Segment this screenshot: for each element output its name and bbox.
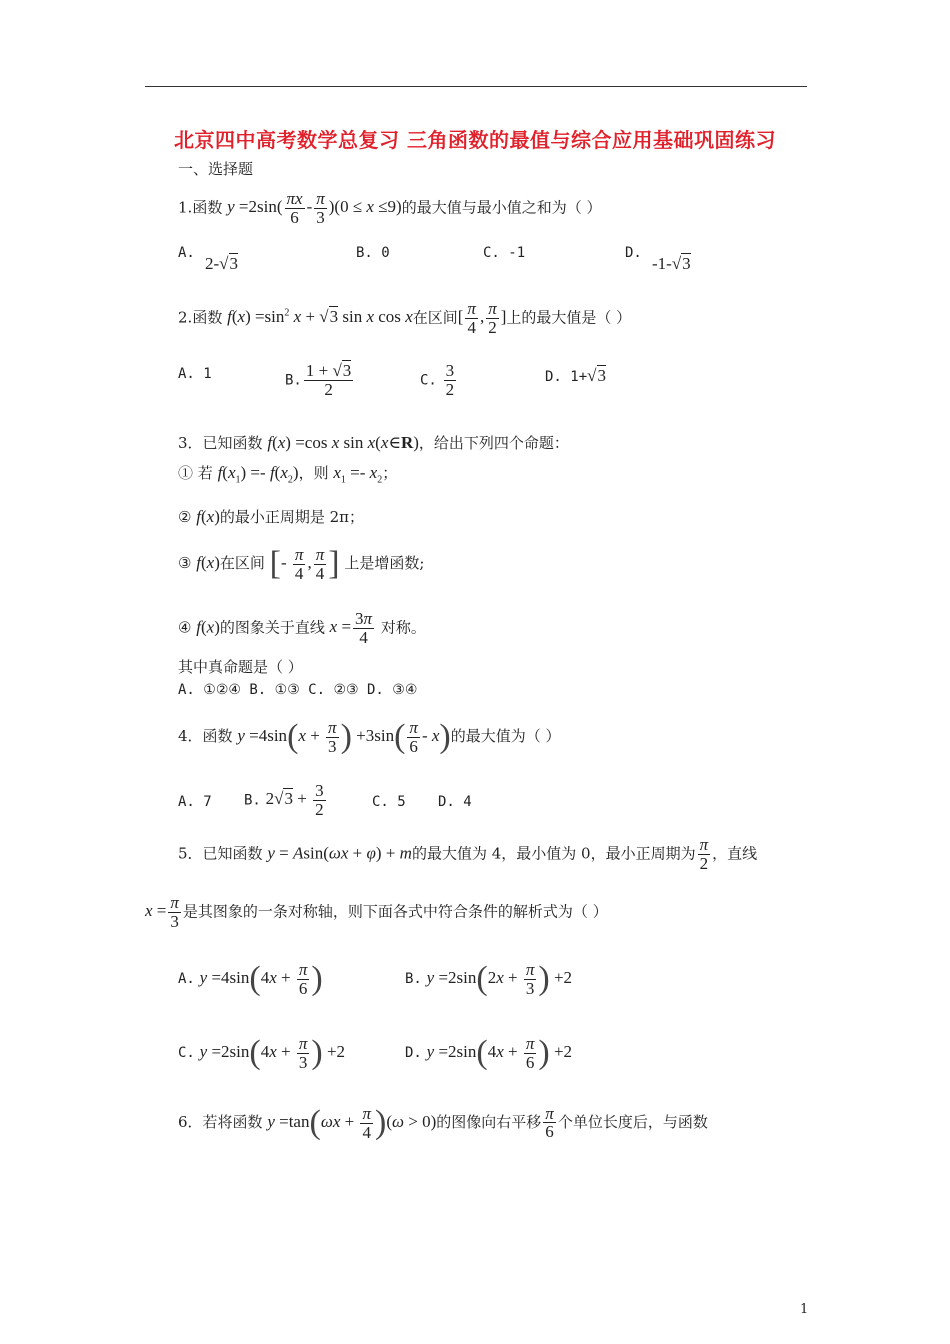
- q5-option-b: B. y =2sin(2x + $\frac{\pi}{3}$ ) +2: [405, 959, 573, 998]
- q4-option-a: A. 7: [178, 794, 212, 810]
- q1-option-a-label: A.: [178, 245, 195, 261]
- section-heading: 一、选择题: [178, 160, 254, 178]
- page-number: 1: [800, 1302, 809, 1317]
- q4-option-d: D. 4: [438, 794, 472, 810]
- q3-options: A. ①②④ B. ①③ C. ②③ D. ③④: [178, 682, 418, 698]
- q2-option-d: D. 1+√3: [545, 366, 606, 385]
- page-title: 北京四中高考数学总复习 三角函数的最值与综合应用基础巩固练习: [174, 128, 776, 152]
- q1-option-b: B. 0: [356, 245, 390, 261]
- q2-option-a: A. 1: [178, 366, 212, 382]
- q5-option-d: D. y =2sin(4x + $\frac{\pi}{6}$ ) +2: [405, 1033, 573, 1072]
- q3-proposition-1: ① 若 $f(x_1) =- f(x_2)$，则 $x_1 =- x_2$；: [178, 463, 398, 486]
- q4-option-c: C. 5: [372, 794, 406, 810]
- question-5: 5．已知函数 y = Asin(ωx + φ) + m的最大值为 4，最小值为 0，最小正周期为 $\frac{\pi}{2}$ ，直线: [178, 835, 758, 873]
- q1-option-d-label: D.: [625, 245, 642, 261]
- question-5-line2: x = $\frac{\pi}{3}$ 是其图象的一条对称轴，则下面各式中符合条件的解析式为（ ）: [145, 893, 608, 931]
- q2-option-b: B. $\frac{1 + √3}{2}$: [285, 361, 352, 399]
- q3-proposition-3: ③ f(x)在区间 [- $\frac{\pi}{4}$ , $\frac{\pi}{4}$ ] 上是增函数;: [178, 544, 425, 583]
- question-2: 2.函数 $f(x) =\sin^2$ x + √3 sin x cos x在区间[ $\frac{\pi}{4}$ , $\frac{\pi}{2}$ ]上的最大值是（ ）: [178, 299, 632, 337]
- q2-option-c: C. $\frac{3}{2}$: [420, 361, 455, 399]
- question-6: 6．若将函数 y =tan(ωx + $\frac{\pi}{4}$ )(ω > 0)的图像向右平移 $\frac{\pi}{6}$ 个单位长度后，与函数: [178, 1103, 708, 1142]
- header-rule: [145, 86, 807, 87]
- q1-option-d: -1-√3: [652, 254, 691, 273]
- q1-option-a: 2-√3: [205, 254, 239, 273]
- q5-option-a: A. y =4sin(4x + $\frac{\pi}{6}$ ): [178, 959, 323, 998]
- q1-option-c: C. -1: [483, 245, 526, 261]
- question-1: 1.函数 y =2sin( $\frac{\pi x}{6}$ - $\frac{\pi}{3}$ )(0 ≤ x ≤9)的最大值与最小值之和为（ ）: [178, 189, 602, 227]
- q4-option-b: B. 2√3 + $\frac{3}{2}$: [244, 781, 324, 819]
- q3-proposition-4: ④ f(x)的图象关于直线 x = $\frac{3\pi}{4}$ 对称。: [178, 609, 426, 647]
- q5-option-c: C. y =2sin(4x + $\frac{\pi}{3}$ ) +2: [178, 1033, 346, 1072]
- question-3: 3．已知函数 f(x) =cos x sin x(x∈R)，给出下列四个命题：: [178, 433, 569, 452]
- question-4: 4．函数 y =4sin(x + $\frac{\pi}{3}$ ) +3sin( $\frac{\pi}{6}$ - x)的最大值为（ ）: [178, 717, 561, 756]
- q3-proposition-2: ② f(x)的最小正周期是 2π；: [178, 507, 365, 526]
- q3-question: 其中真命题是（ ）: [178, 658, 303, 676]
